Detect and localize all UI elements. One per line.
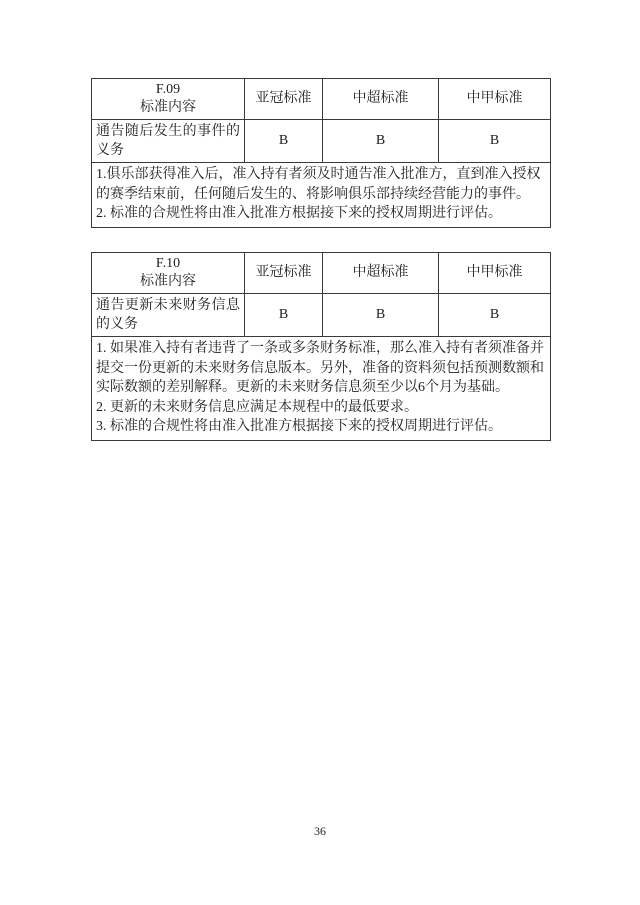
note-line: 3. 标准的合规性将由准入批准方根据接下来的授权周期进行评估。: [96, 419, 502, 434]
standard-table-f10: [91, 252, 551, 441]
obligation-item: 通告随后发生的事件的义务: [92, 120, 245, 163]
grade-league-one: B: [439, 294, 551, 337]
table-data-row: [92, 294, 551, 337]
obligation-item: 通告更新未来财务信息的义务: [92, 294, 245, 337]
table-notes-row: [92, 163, 551, 228]
note-line: 1. 如果准入持有者违背了一条或多条财务标准，那么准入持有者须准备并提交一份更新的未来财务信息版本。另外，准备的资料须包括预测数额和实际数额的差别解释。更新的未来财务信息须至少以6个月为基础。: [96, 341, 544, 395]
grade-csl: B: [323, 120, 439, 163]
grade-csl: B: [323, 294, 439, 337]
table-notes-row: [92, 337, 551, 441]
notes-cell: [92, 163, 551, 228]
table-data-row: [92, 120, 551, 163]
standard-code: F.10: [155, 256, 181, 271]
standard-code-cell: [92, 79, 245, 120]
standard-code-cell: [92, 253, 245, 294]
note-line: 2. 更新的未来财务信息应满足本规程中的最低要求。: [96, 399, 418, 415]
note-line: 2. 标准的合规性将由准入批准方根据接下来的授权周期进行评估。: [96, 206, 502, 221]
grade-afc: B: [245, 120, 323, 163]
column-header-league-one: 中甲标准: [439, 253, 551, 294]
grade-afc: B: [245, 294, 323, 337]
table-header-row: [92, 79, 551, 120]
standard-code: F.09: [155, 82, 181, 97]
note-line: 1.俱乐部获得准入后，准入持有者须及时通告准入批准方，直到准入授权的赛季结束前，任何随后发生的、将影响俱乐部持续经营能力的事件。: [96, 167, 541, 202]
column-header-csl: 中超标准: [323, 253, 439, 294]
grade-league-one: B: [439, 120, 551, 163]
column-header-csl: 中超标准: [323, 79, 439, 120]
standard-content-label: 标准内容: [140, 274, 196, 289]
column-header-afc: 亚冠标准: [245, 253, 323, 294]
table-header-row: [92, 253, 551, 294]
page-number: 36: [314, 824, 326, 838]
column-header-league-one: 中甲标准: [439, 79, 551, 120]
standard-table-f09: [91, 78, 551, 228]
column-header-afc: 亚冠标准: [245, 79, 323, 120]
notes-cell: [92, 337, 551, 441]
standard-content-label: 标准内容: [140, 100, 196, 115]
